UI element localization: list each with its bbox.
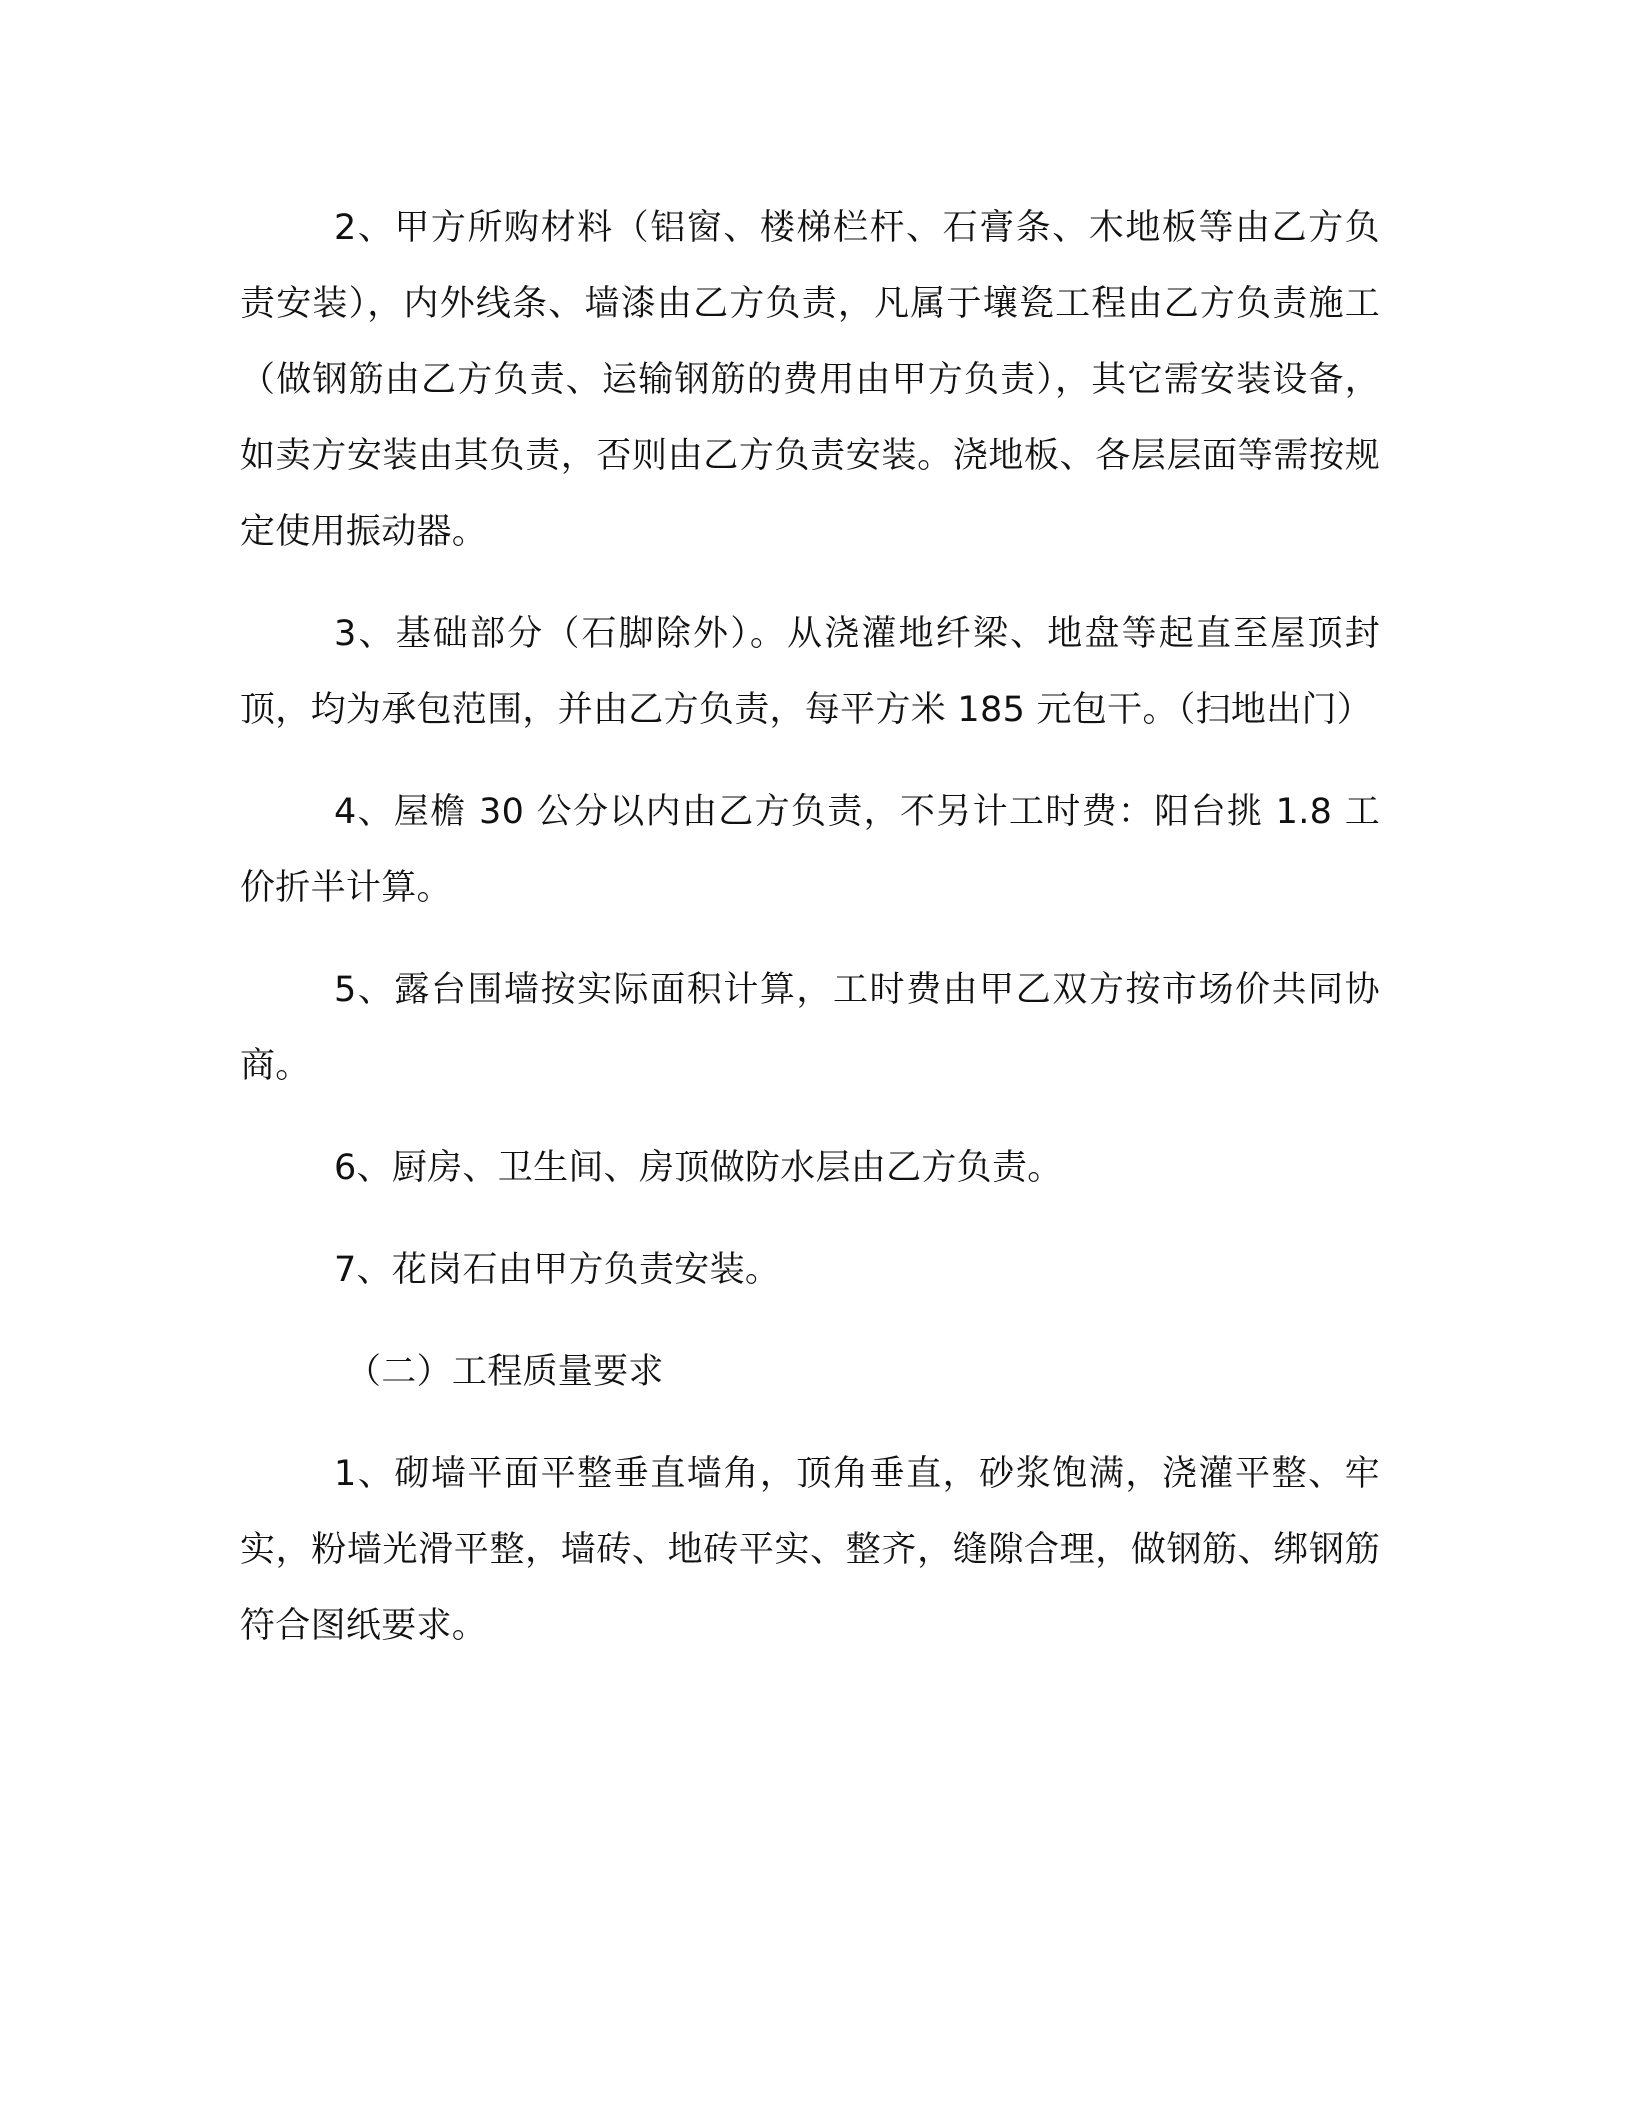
paragraph-item-2: 2、甲方所购材料（铝窗、楼梯栏杆、石膏条、木地板等由乙方负责安装），内外线条、墙漆由乙方负责，凡属于壤瓷工程由乙方负责施工（做钢筋由乙方负责、运输钢筋的费用由甲方负责），其它需安装设备，如卖方安装由其负责，否则由乙方负责安装。浇地板、各层层面等需按规定使用振动器。 (240, 208, 1380, 552)
document-body (240, 190, 1380, 1690)
paragraph-item-7: 7、花岗石由甲方负责安装。 (334, 1250, 781, 1290)
paragraph-item-6: 6、厨房、卫生间、房顶做防水层由乙方负责。 (334, 1148, 1063, 1188)
section-heading-quality: （二）工程质量要求 (346, 1352, 664, 1392)
paragraph-quality-1: 1、砌墙平面平整垂直墙角，顶角垂直，砂浆饱满，浇灌平整、牢实，粉墙光滑平整，墙砖、地砖平实、整齐，缝隙合理，做钢筋、绑钢筋符合图纸要求。 (240, 1454, 1380, 1646)
paragraph-item-3: 3、基础部分（石脚除外）。从浇灌地纤梁、地盘等起直至屋顶封顶，均为承包范围，并由乙方负责，每平方米 185 元包干。（扫地出门） (240, 614, 1380, 730)
paragraph-item-4: 4、屋檐 30 公分以内由乙方负责，不另计工时费：阳台挑 1.8 工价折半计算。 (240, 792, 1380, 908)
paragraph-item-5: 5、露台围墙按实际面积计算，工时费由甲乙双方按市场价共同协商。 (240, 970, 1380, 1086)
